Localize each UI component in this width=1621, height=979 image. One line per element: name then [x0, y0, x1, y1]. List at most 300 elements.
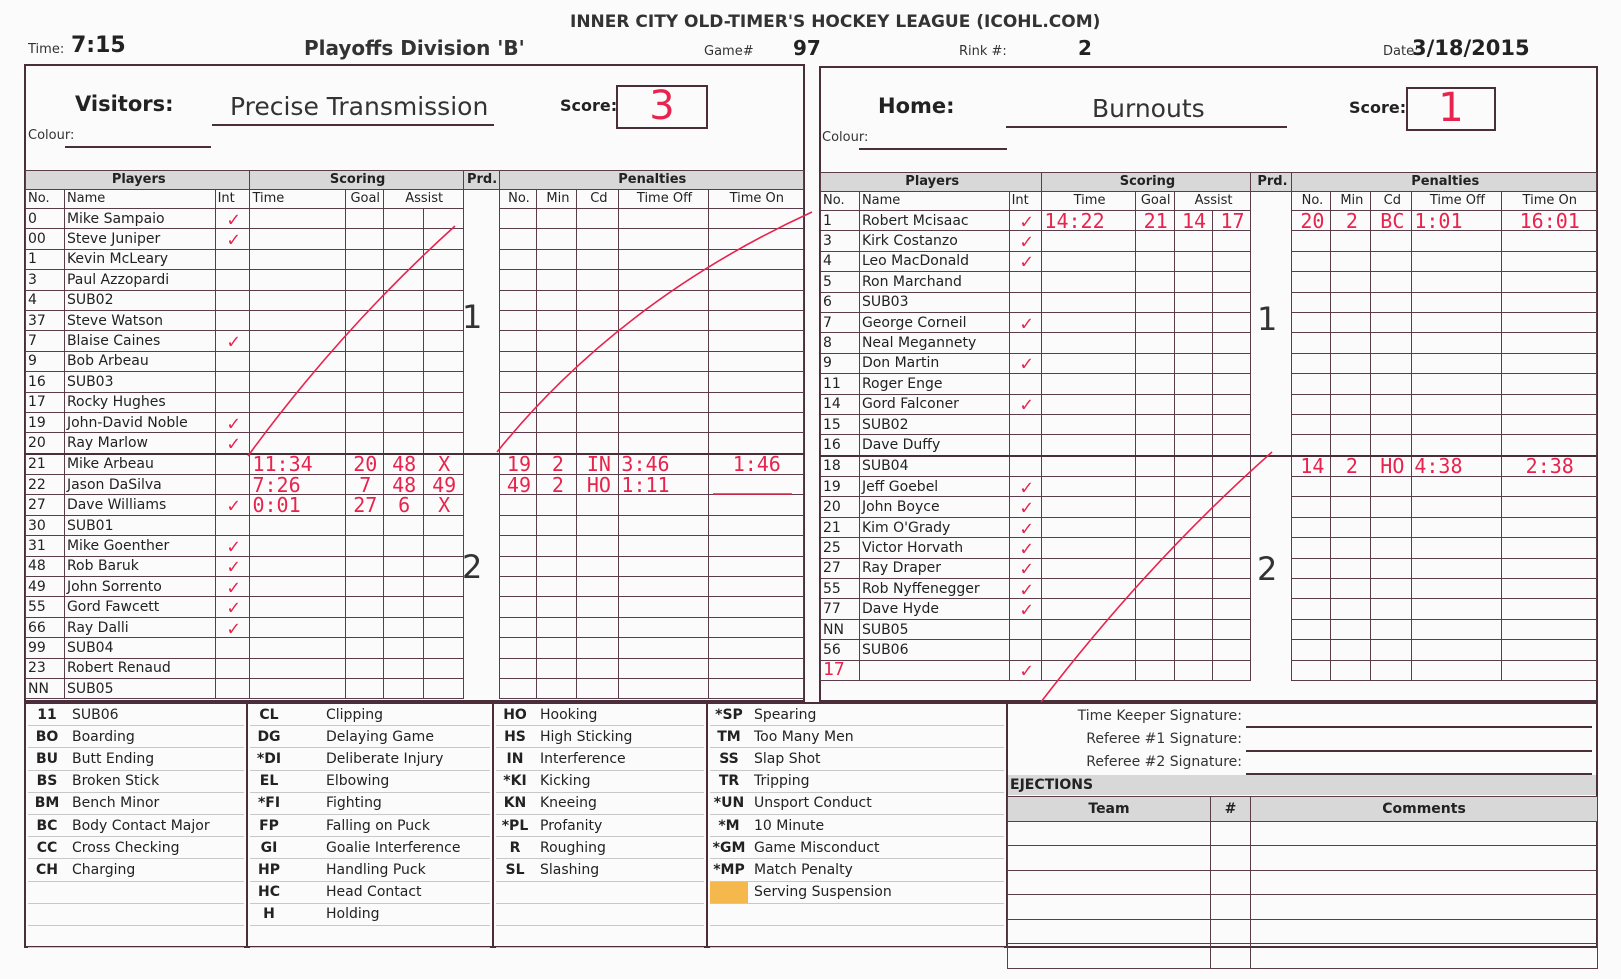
penalty-code-row [28, 726, 244, 748]
penalty-description: Too Many Men [748, 726, 1004, 748]
penalty-code-row [28, 814, 244, 836]
player-name: Ray Dalli [64, 617, 215, 637]
penalty-code [710, 881, 748, 903]
home-p2-scoring-slash [1041, 452, 1272, 702]
penalty-description: Deliberate Injury [288, 748, 490, 770]
player-number: 9 [821, 353, 860, 373]
home-team-name: Burnouts [1092, 94, 1205, 123]
legend-blank-row [28, 881, 244, 903]
player-number: 48 [26, 556, 65, 576]
home-score-label: Score: [1349, 98, 1407, 117]
player-number: 00 [26, 229, 65, 249]
penalty-description: Falling on Puck [288, 814, 490, 836]
penalty-code-row [496, 859, 704, 881]
penalty-code-row [28, 792, 244, 814]
game-label: Game# [704, 44, 754, 59]
player-name: Gord Fawcett [64, 597, 215, 617]
penalty-code-row [496, 748, 704, 770]
col-cd: Cd [1371, 192, 1412, 211]
penalty-code-row [496, 770, 704, 792]
player-number: 55 [821, 579, 860, 599]
penalty-code-row [710, 881, 1004, 903]
player-number: 4 [821, 251, 860, 271]
player-name: Mike Goenther [64, 536, 215, 556]
scoring-header: Scoring [250, 171, 463, 190]
player-number: 49 [26, 577, 65, 597]
player-number: 0 [26, 209, 65, 229]
col-name: Name [859, 192, 1009, 211]
player-number: 19 [821, 477, 860, 497]
ejection-row[interactable] [1008, 944, 1598, 969]
col-time: Time [250, 190, 345, 209]
player-name: Ray Draper [859, 558, 1009, 578]
visitors-label: Visitors: [75, 92, 174, 116]
penalty-description: High Sticking [534, 726, 704, 748]
penalty-code: TR [710, 770, 748, 792]
player-name: Robert Mcisaac [859, 211, 1009, 231]
player-name: John Sorrento [64, 577, 215, 597]
ejection-row[interactable] [1008, 821, 1598, 846]
penalty-description: Elbowing [288, 770, 490, 792]
legend-blank-row [710, 925, 1004, 947]
penalty-description: Head Contact [288, 881, 490, 903]
player-int-check: ✓ [215, 536, 250, 556]
penalty-description: Holding [288, 903, 490, 925]
player-int-check: ✓ [215, 229, 250, 249]
player-name: Dave Hyde [859, 599, 1009, 619]
player-number: 1 [26, 249, 65, 269]
legend-blank-row [250, 925, 490, 947]
player-int-check: ✓ [1009, 394, 1042, 414]
player-number: 20 [26, 433, 65, 454]
goal-time: 0:01 [250, 495, 345, 515]
ejection-row[interactable] [1008, 895, 1598, 920]
legend-blank-row [28, 925, 244, 947]
player-number: 8 [821, 333, 860, 353]
player-number: 27 [26, 495, 65, 515]
penalty-code: BO [28, 726, 66, 748]
visitors-period-2: 2 [462, 548, 483, 586]
player-number: 16 [26, 372, 65, 392]
home-score: 1 [1406, 87, 1496, 131]
player-name: Bob Arbeau [64, 351, 215, 371]
penalty-code: HP [250, 859, 288, 881]
penalty-minutes: 2 [537, 475, 577, 495]
referee1-signature-line[interactable] [1246, 750, 1592, 752]
penalty-code: CH [28, 859, 66, 881]
penalty-time-off: 4:38 [1412, 456, 1501, 477]
penalty-code-row [28, 770, 244, 792]
penalty-code: *GM [710, 837, 748, 859]
assist-2: 17 [1212, 211, 1251, 231]
penalty-description: Match Penalty [748, 859, 1004, 881]
player-int-check: ✓ [1009, 251, 1042, 271]
game-date: 3/18/2015 [1412, 36, 1530, 60]
col-int: Int [1009, 192, 1042, 211]
player-int-check: ✓ [1009, 312, 1042, 332]
penalty-code: *KI [496, 770, 534, 792]
penalty-time-off: 1:11 [619, 475, 708, 495]
time-label: Time: [28, 42, 65, 57]
penalty-code-row [496, 726, 704, 748]
player-number: 11 [821, 374, 860, 394]
player-number: 3 [26, 270, 65, 290]
player-name: SUB02 [64, 290, 215, 310]
player-number: 1 [821, 211, 860, 231]
penalty-code: *SP [710, 704, 748, 726]
penalty-code: BS [28, 770, 66, 792]
division: Playoffs Division 'B' [304, 36, 525, 60]
penalty-code: BM [28, 792, 66, 814]
penalty-code-row [28, 704, 244, 726]
penalty-code: HO [577, 475, 619, 495]
player-name: SUB06 [859, 640, 1009, 660]
player-number: NN [26, 678, 65, 698]
ejection-row[interactable] [1008, 870, 1598, 895]
legend-blank-row [710, 903, 1004, 925]
player-int-check: ✓ [1009, 579, 1042, 599]
col-goal: Goal [1135, 192, 1174, 211]
penalty-description: Body Contact Major [66, 814, 244, 836]
goal-scorer: 7 [345, 475, 383, 495]
player-name: SUB01 [64, 515, 215, 535]
penalty-code: IN [577, 454, 619, 475]
penalty-code: BC [1371, 211, 1412, 231]
player-name: Mike Sampaio [64, 209, 215, 229]
penalty-code: H [250, 903, 288, 925]
penalty-code: KN [496, 792, 534, 814]
penalties-header: Penalties [1292, 173, 1597, 192]
player-int-check: ✓ [1009, 353, 1042, 373]
home-label: Home: [878, 94, 955, 118]
legend-blank-row [496, 881, 704, 903]
player-int-check: ✓ [215, 412, 250, 432]
player-number: 22 [26, 475, 65, 495]
penalty-code-row [710, 726, 1004, 748]
player-int-check: ✓ [1009, 477, 1042, 497]
player-name: Ron Marchand [859, 272, 1009, 292]
player-name: Roger Enge [859, 374, 1009, 394]
penalty-code-row [28, 748, 244, 770]
scoring-header: Scoring [1042, 173, 1251, 192]
assist-2: X [423, 495, 463, 515]
penalty-code: HS [496, 726, 534, 748]
player-number: 5 [821, 272, 860, 292]
player-name: Kim O'Grady [859, 517, 1009, 537]
ejections-comments-header: Comments [1251, 797, 1598, 822]
league-title: INNER CITY OLD-TIMER'S HOCKEY LEAGUE (ICOHL.COM) [570, 12, 1101, 32]
period-header: Prd. [1251, 173, 1292, 192]
player-number: 14 [821, 394, 860, 414]
penalty-code-row [250, 726, 490, 748]
player-int-check: ✓ [1009, 497, 1042, 517]
penalty-time-off: 1:01 [1412, 211, 1501, 231]
penalty-code: TM [710, 726, 748, 748]
penalty-description: Game Misconduct [748, 837, 1004, 859]
player-name: Steve Juniper [64, 229, 215, 249]
player-name: Dave Duffy [859, 435, 1009, 456]
penalty-code-row [250, 881, 490, 903]
player-number: 17 [26, 392, 65, 412]
player-name: Dave Williams [64, 495, 215, 515]
player-int-check: ✓ [215, 209, 250, 229]
assist-1: 6 [383, 495, 423, 515]
penalty-time-on: 1:46 [708, 454, 803, 475]
penalty-description: Kicking [534, 770, 704, 792]
col-time-off: Time Off [1412, 192, 1501, 211]
penalty-code-row [250, 770, 490, 792]
penalty-description: Interference [534, 748, 704, 770]
player-name: Don Martin [859, 353, 1009, 373]
penalty-description: Roughing [534, 837, 704, 859]
players-header: Players [821, 173, 1042, 192]
goal-scorer: 21 [1135, 211, 1174, 231]
penalty-code: BC [28, 814, 66, 836]
player-number: 19 [26, 412, 65, 432]
penalty-description: Kneeing [534, 792, 704, 814]
penalty-player: 20 [1292, 211, 1331, 231]
goal-scorer: 20 [345, 454, 383, 475]
player-number: 4 [26, 290, 65, 310]
penalty-code-row [28, 859, 244, 881]
penalty-code: *FI [250, 792, 288, 814]
referee2-signature-label: Referee #2 Signature: [1086, 754, 1242, 770]
penalty-description: Boarding [66, 726, 244, 748]
penalty-code: *DI [250, 748, 288, 770]
player-int-check: ✓ [215, 577, 250, 597]
date-label: Date: [1383, 44, 1419, 59]
penalty-description: Hooking [534, 704, 704, 726]
player-number: 17 [821, 660, 860, 680]
player-number: 23 [26, 658, 65, 678]
player-int-check: ✓ [215, 617, 250, 637]
penalty-description: Profanity [534, 814, 704, 836]
penalty-minutes: 2 [1331, 456, 1371, 477]
penalty-code: HO [1371, 456, 1412, 477]
penalty-description: Tripping [748, 770, 1004, 792]
player-name: Ray Marlow [64, 433, 215, 454]
col-min: Min [1331, 192, 1371, 211]
penalty-code: SS [710, 748, 748, 770]
penalty-code-row [496, 837, 704, 859]
timekeeper-signature-label: Time Keeper Signature: [1077, 708, 1242, 724]
legend-column-4 [710, 704, 1004, 948]
penalty-description: Clipping [288, 704, 490, 726]
player-name: Gord Falconer [859, 394, 1009, 414]
col-name: Name [64, 190, 215, 209]
referee1-signature-label: Referee #1 Signature: [1086, 731, 1242, 747]
penalty-description: Charging [66, 859, 244, 881]
penalty-code: *MP [710, 859, 748, 881]
penalty-code: DG [250, 726, 288, 748]
goal-time: 11:34 [250, 454, 345, 475]
col-goal: Goal [345, 190, 383, 209]
player-number: NN [821, 619, 860, 639]
legend-column-1 [28, 704, 244, 948]
penalty-description: Slashing [534, 859, 704, 881]
player-name: Kirk Costanzo [859, 231, 1009, 251]
rink-label: Rink #: [959, 44, 1007, 59]
penalty-description: Delaying Game [288, 726, 490, 748]
player-int-check: ✓ [1009, 517, 1042, 537]
player-name: SUB05 [859, 619, 1009, 639]
ejections-number-header: # [1211, 797, 1251, 822]
col-time-off: Time Off [619, 190, 708, 209]
player-number: 18 [821, 456, 860, 477]
penalty-code-row [496, 792, 704, 814]
penalty-code: HC [250, 881, 288, 903]
player-name: Steve Watson [64, 310, 215, 330]
penalty-code: 11 [28, 704, 66, 726]
ejection-row[interactable] [1008, 919, 1598, 944]
player-int-check: ✓ [1009, 538, 1042, 558]
player-number: 77 [821, 599, 860, 619]
ejections-table [1007, 796, 1598, 969]
player-number: 7 [821, 312, 860, 332]
penalty-code-row [710, 814, 1004, 836]
player-number: 16 [821, 435, 860, 456]
penalty-code-row [250, 837, 490, 859]
ejections-team-header: Team [1008, 797, 1211, 822]
penalty-code: EL [250, 770, 288, 792]
player-number: 55 [26, 597, 65, 617]
penalty-player: 14 [1292, 456, 1331, 477]
rink-number: 2 [1078, 36, 1092, 60]
penalty-code-row [28, 837, 244, 859]
player-name: Leo MacDonald [859, 251, 1009, 271]
player-name: Kevin McLeary [64, 249, 215, 269]
penalty-description: Handling Puck [288, 859, 490, 881]
player-int-check: ✓ [215, 597, 250, 617]
penalty-code: *UN [710, 792, 748, 814]
assist-1: 48 [383, 475, 423, 495]
player-name: SUB04 [64, 638, 215, 658]
col-assist: Assist [383, 190, 463, 209]
player-int-check: ✓ [215, 331, 250, 351]
home-period-1: 1 [1257, 300, 1278, 338]
player-number: 15 [821, 414, 860, 434]
penalty-code-row [250, 792, 490, 814]
penalty-description: 10 Minute [748, 814, 1004, 836]
player-name: Rocky Hughes [64, 392, 215, 412]
player-name: SUB03 [64, 372, 215, 392]
penalty-code-row [710, 837, 1004, 859]
col-pen-no: No. [499, 190, 537, 209]
legend-blank-row [496, 903, 704, 925]
penalty-description: Goalie Interference [288, 837, 490, 859]
penalty-description: Cross Checking [66, 837, 244, 859]
player-int-check: ✓ [215, 433, 250, 454]
penalty-player: 49 [499, 475, 537, 495]
penalty-code-row [250, 859, 490, 881]
player-number: 56 [821, 640, 860, 660]
col-min: Min [537, 190, 577, 209]
player-number: 9 [26, 351, 65, 371]
assist-2: X [423, 454, 463, 475]
assist-1: 14 [1174, 211, 1212, 231]
player-name: SUB04 [859, 456, 1009, 477]
player-int-check: ✓ [1009, 660, 1042, 680]
home-period-2: 2 [1257, 550, 1278, 588]
player-number: 21 [821, 517, 860, 537]
home-colour-label: Colour: [822, 130, 869, 145]
player-int-check: ✓ [215, 556, 250, 576]
player-name: Rob Nyffenegger [859, 579, 1009, 599]
legend-column-2 [250, 704, 490, 948]
player-number: 31 [26, 536, 65, 556]
visitors-score: 3 [616, 85, 708, 129]
player-int-check: ✓ [1009, 211, 1042, 231]
players-header: Players [26, 171, 250, 190]
penalty-code: *M [710, 814, 748, 836]
player-number: 20 [821, 497, 860, 517]
penalty-code-row [250, 704, 490, 726]
player-int-check: ✓ [1009, 558, 1042, 578]
assist-2: 49 [423, 475, 463, 495]
penalty-code: GI [250, 837, 288, 859]
penalty-description: SUB06 [66, 704, 244, 726]
penalty-code-row [710, 770, 1004, 792]
penalty-code: R [496, 837, 534, 859]
game-time: 7:15 [71, 33, 126, 58]
penalty-description: Unsport Conduct [748, 792, 1004, 814]
penalty-code-row [710, 859, 1004, 881]
player-number: 6 [821, 292, 860, 312]
goal-scorer: 27 [345, 495, 383, 515]
player-name: John-David Noble [64, 412, 215, 432]
visitors-team-name: Precise Transmission [230, 92, 489, 121]
player-name: SUB02 [859, 414, 1009, 434]
penalty-code-row [250, 903, 490, 925]
timekeeper-signature-line[interactable] [1246, 726, 1592, 728]
penalty-code-row [250, 814, 490, 836]
player-name: Neal Megannety [859, 333, 1009, 353]
penalty-description: Broken Stick [66, 770, 244, 792]
player-number: 37 [26, 310, 65, 330]
visitors-period-1: 1 [462, 298, 483, 336]
player-int-check: ✓ [215, 495, 250, 515]
player-name: SUB03 [859, 292, 1009, 312]
player-number: 25 [821, 538, 860, 558]
player-name: Victor Horvath [859, 538, 1009, 558]
visitors-colour-label: Colour: [28, 128, 75, 143]
player-name: Jason DaSilva [64, 475, 215, 495]
player-number: 66 [26, 617, 65, 637]
legend-blank-row [28, 903, 244, 925]
penalty-code-row [710, 792, 1004, 814]
penalty-description: Butt Ending [66, 748, 244, 770]
player-name: Blaise Caines [64, 331, 215, 351]
penalty-minutes: 2 [537, 454, 577, 475]
col-time-on: Time On [1501, 192, 1596, 211]
ejection-row[interactable] [1008, 846, 1598, 871]
player-number: 3 [821, 231, 860, 251]
penalty-description: Bench Minor [66, 792, 244, 814]
penalty-code-row [710, 704, 1004, 726]
goal-time: 7:26 [250, 475, 345, 495]
player-name: Jeff Goebel [859, 477, 1009, 497]
goal-time: 14:22 [1042, 211, 1135, 231]
penalty-code: FP [250, 814, 288, 836]
period-header: Prd. [463, 171, 499, 190]
penalty-code: SL [496, 859, 534, 881]
penalty-description: Fighting [288, 792, 490, 814]
penalty-time-on: 16:01 [1501, 211, 1596, 231]
penalty-time-on: 2:38 [1501, 456, 1596, 477]
penalty-player: 19 [499, 454, 537, 475]
penalty-code: HO [496, 704, 534, 726]
penalty-code: CL [250, 704, 288, 726]
